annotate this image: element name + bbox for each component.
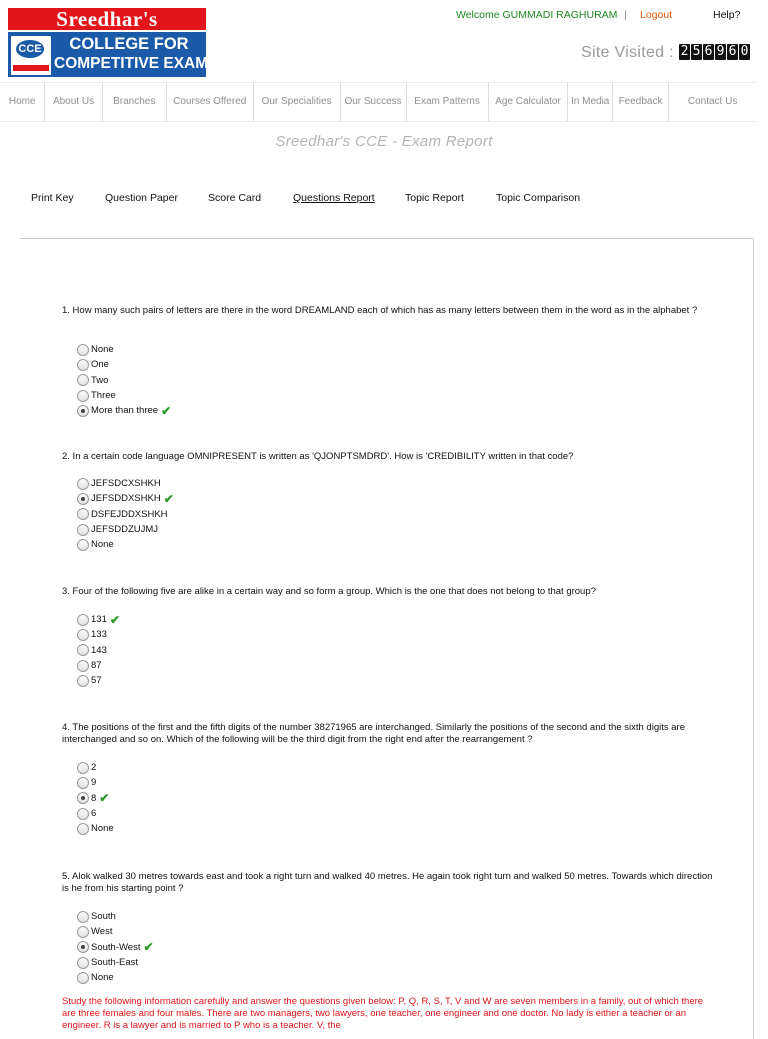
radio-icon[interactable]	[77, 777, 89, 789]
radio-icon[interactable]	[77, 478, 89, 490]
option-label: None	[91, 539, 114, 551]
nav-item-in-media[interactable]: In Media	[568, 83, 612, 121]
option-label: JEFSDDZUJMJ	[91, 524, 159, 536]
cce-badge-icon	[10, 35, 52, 76]
counter-digit: 0	[740, 44, 749, 59]
answer-option[interactable]	[77, 924, 154, 939]
radio-icon[interactable]	[77, 957, 89, 969]
answer-option[interactable]	[77, 806, 114, 821]
answer-option[interactable]	[77, 955, 154, 970]
correct-check-icon: ✔	[99, 791, 110, 806]
help-link[interactable]: Help?	[713, 9, 741, 21]
answer-option[interactable]	[77, 507, 174, 522]
radio-icon[interactable]	[77, 614, 89, 626]
welcome-text: Welcome GUMMADI RAGHURAM	[456, 9, 618, 21]
radio-icon[interactable]	[77, 539, 89, 551]
radio-icon[interactable]	[77, 644, 89, 656]
option-label: 131	[91, 614, 107, 626]
logo-line-2: COMPETITIVE EXAMS	[54, 55, 219, 72]
answer-option[interactable]	[77, 643, 120, 658]
counter-digit: 6	[704, 44, 713, 59]
correct-check-icon: ✔	[161, 403, 172, 418]
option-label: South	[91, 911, 116, 923]
logo-brand: Sreedhar's	[8, 8, 206, 30]
logo-line-1: COLLEGE FOR	[69, 35, 189, 53]
answer-option[interactable]	[77, 775, 114, 790]
answer-option[interactable]	[77, 970, 154, 985]
answer-option[interactable]	[77, 357, 171, 372]
answer-option[interactable]	[77, 522, 174, 537]
answer-option[interactable]	[77, 403, 171, 418]
radio-icon[interactable]	[77, 390, 89, 402]
tab-print-key[interactable]: Print Key	[31, 192, 74, 204]
option-label: JEFSDCXSHKH	[91, 478, 161, 490]
question-text: 2. In a certain code language OMNIPRESENT is written as 'QJONPTSMDRD'. How is 'CREDIBILITY written in that code?	[62, 451, 574, 462]
option-label: Two	[91, 374, 109, 386]
option-label: One	[91, 359, 109, 371]
nav-item-branches[interactable]: Branches	[103, 83, 167, 121]
option-label: None	[91, 823, 114, 835]
counter-digit: 9	[716, 44, 725, 59]
answer-option[interactable]	[77, 491, 174, 506]
nav-item-about-us[interactable]: About Us	[45, 83, 102, 121]
tab-questions-report[interactable]: Questions Report	[293, 192, 375, 204]
radio-selected-icon[interactable]	[77, 792, 89, 804]
radio-icon[interactable]	[77, 972, 89, 984]
option-label: DSFEJDDXSHKH	[91, 508, 168, 520]
answer-option[interactable]	[77, 821, 114, 836]
answer-option[interactable]	[77, 940, 154, 955]
radio-selected-icon[interactable]	[77, 941, 89, 953]
option-label: South-West	[91, 941, 141, 953]
option-label: JEFSDDXSHKH	[91, 493, 161, 505]
question-text: 5. Alok walked 30 metres towards east and took a right turn and walked 40 metres. He again took right turn and walked 50 metres. Towards which direction is he from his starting point ?	[62, 871, 713, 894]
visit-counter	[679, 44, 750, 60]
nav-item-our-specialities[interactable]: Our Specialities	[254, 83, 341, 121]
answer-options	[77, 342, 171, 418]
nav-item-our-success[interactable]: Our Success	[341, 83, 407, 121]
option-label: 6	[91, 808, 97, 820]
nav-item-courses-offered[interactable]: Courses Offered	[167, 83, 254, 121]
radio-icon[interactable]	[77, 911, 89, 923]
tab-question-paper[interactable]: Question Paper	[105, 192, 178, 204]
site-logo[interactable]	[8, 7, 219, 75]
option-label: 133	[91, 629, 107, 641]
radio-icon[interactable]	[77, 675, 89, 687]
cce-badge-tag	[13, 65, 49, 71]
answer-options	[77, 476, 174, 552]
radio-icon[interactable]	[77, 808, 89, 820]
cce-badge-text: CCE	[16, 40, 44, 58]
info-passage: Study the following information carefully and answer the questions given below: P, Q, R, S, T, V and W are seven members in a family, out of which there are three females and four males. There are two managers, two lawyers, one teacher, one engineer and one doctor. No lady is either a teacher or an engineer. R is a lawyer and is married to P who is a teacher. V, the	[62, 996, 704, 1031]
option-label: 2	[91, 762, 97, 774]
radio-icon[interactable]	[77, 926, 89, 938]
answer-option[interactable]	[77, 791, 114, 806]
radio-selected-icon[interactable]	[77, 493, 89, 505]
answer-option[interactable]	[77, 658, 120, 673]
radio-icon[interactable]	[77, 508, 89, 520]
answer-options	[77, 612, 120, 688]
option-label: None	[91, 344, 114, 356]
radio-icon[interactable]	[77, 660, 89, 672]
nav-item-feedback[interactable]: Feedback	[613, 83, 669, 121]
logout-link[interactable]: Logout	[640, 9, 673, 21]
option-label: 57	[91, 675, 102, 687]
nav-item-age-calculator[interactable]: Age Calculator	[489, 83, 569, 121]
tab-score-card[interactable]: Score Card	[208, 192, 262, 204]
counter-digit: 5	[692, 44, 701, 59]
option-label: 143	[91, 644, 107, 656]
correct-check-icon: ✔	[143, 940, 154, 955]
question-text: 1. How many such pairs of letters are there in the word DREAMLAND each of which has as many letters between them in the word as in the alphabet ?	[62, 305, 698, 316]
answer-option[interactable]	[77, 760, 114, 775]
radio-icon[interactable]	[77, 359, 89, 371]
radio-icon[interactable]	[77, 524, 89, 536]
option-label: More than three	[91, 405, 159, 417]
answer-option[interactable]	[77, 612, 120, 627]
site-visited-label: Site Visited :	[581, 44, 674, 61]
radio-icon[interactable]	[77, 374, 89, 386]
tab-topic-comparison[interactable]: Topic Comparison	[496, 192, 581, 204]
answer-option[interactable]	[77, 627, 120, 642]
radio-icon[interactable]	[77, 762, 89, 774]
answer-option[interactable]	[77, 537, 174, 552]
nav-item-exam-patterns[interactable]: Exam Patterns	[407, 83, 489, 121]
logo-banner	[8, 32, 219, 77]
answer-option[interactable]	[77, 673, 120, 688]
correct-check-icon: ✔	[163, 491, 174, 506]
answer-options	[77, 760, 114, 836]
correct-check-icon: ✔	[109, 612, 120, 627]
page-title: Sreedhar's CCE - Exam Report	[275, 133, 493, 150]
option-label: None	[91, 972, 114, 984]
tab-topic-report[interactable]: Topic Report	[405, 192, 464, 204]
answer-option[interactable]	[77, 342, 171, 357]
header-separator: |	[624, 9, 627, 21]
counter-digit: 2	[680, 44, 689, 59]
option-label: 87	[91, 660, 102, 672]
answer-option[interactable]	[77, 476, 174, 491]
nav-item-home[interactable]: Home	[0, 83, 45, 121]
answer-option[interactable]	[77, 388, 171, 403]
counter-digit: 6	[728, 44, 737, 59]
radio-selected-icon[interactable]	[77, 405, 89, 417]
option-label: 9	[91, 777, 97, 789]
answer-options	[77, 909, 154, 985]
radio-icon[interactable]	[77, 823, 89, 835]
option-label: 8	[91, 792, 97, 804]
answer-option[interactable]	[77, 909, 154, 924]
radio-icon[interactable]	[77, 344, 89, 356]
option-label: West	[91, 926, 113, 938]
answer-option[interactable]	[77, 373, 171, 388]
option-label: Three	[91, 390, 116, 402]
question-text: 3. Four of the following five are alike in a certain way and so form a group. Which is the one that does not belong to that group?	[62, 586, 596, 597]
main-nav	[0, 82, 756, 122]
radio-icon[interactable]	[77, 629, 89, 641]
question-text: 4. The positions of the first and the fifth digits of the number 38271965 are interchanged. Similarly the positions of the second and the sixth digits are interchanged and so on. Which of the following will be the third digit from the right end after the rearrangement ?	[62, 722, 685, 745]
nav-item-contact-us[interactable]: Contact Us	[687, 96, 738, 107]
option-label: South-East	[91, 957, 138, 969]
